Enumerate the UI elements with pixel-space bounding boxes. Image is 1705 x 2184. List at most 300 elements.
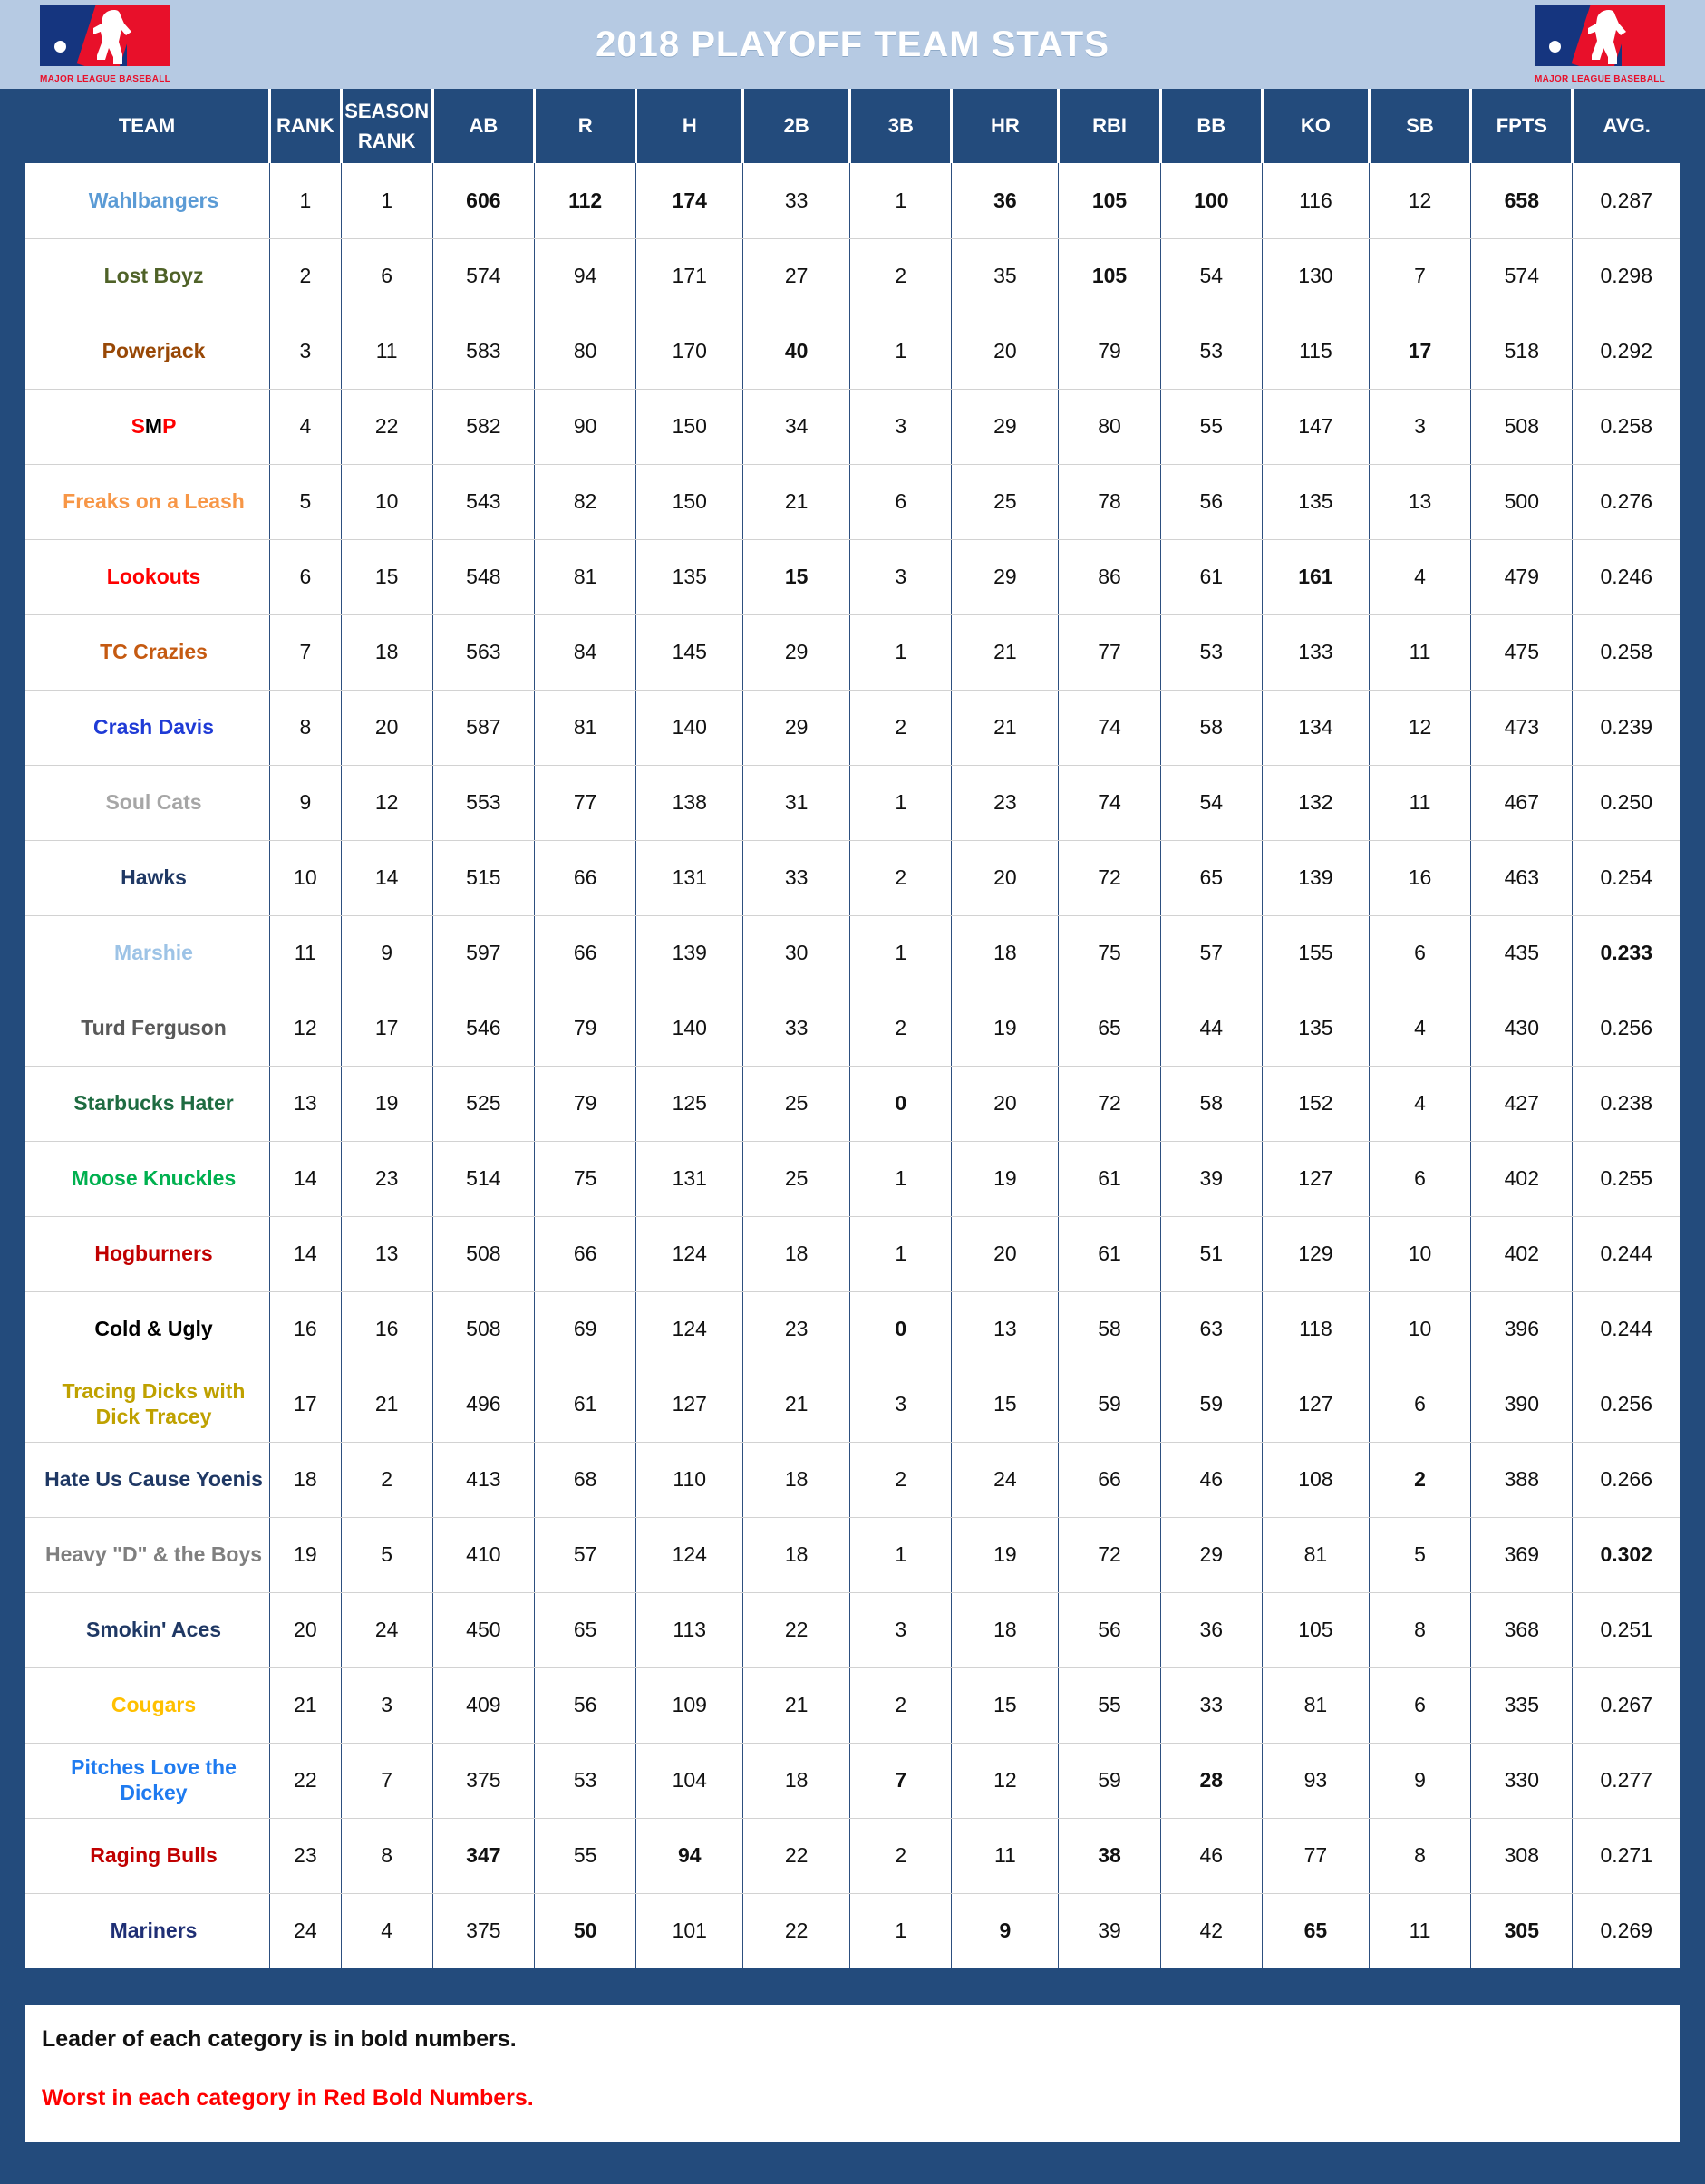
stat-cell-ko: 108 (1262, 1442, 1369, 1517)
table-row[interactable] (25, 389, 1680, 464)
stat-cell-h: 104 (636, 1743, 743, 1818)
column-header-3b[interactable]: 3B (850, 89, 952, 163)
stat-cell-season-rank: 14 (341, 840, 432, 915)
stat-cell-hr: 23 (952, 765, 1059, 840)
table-row[interactable] (25, 1216, 1680, 1291)
stat-cell-rank: 9 (270, 765, 342, 840)
column-header-team[interactable]: TEAM (25, 89, 270, 163)
stat-cell-sb: 5 (1369, 1517, 1470, 1592)
stat-cell-3b: 7 (850, 1743, 952, 1818)
stat-cell-rank: 1 (270, 163, 342, 238)
stat-cell-sb: 3 (1369, 389, 1470, 464)
stat-cell-avg: 0.276 (1573, 464, 1680, 539)
table-row[interactable] (25, 539, 1680, 614)
stat-cell-fpts: 463 (1471, 840, 1573, 915)
stat-cell-avg: 0.239 (1573, 690, 1680, 765)
table-row[interactable] (25, 1517, 1680, 1592)
stat-cell-sb: 4 (1369, 991, 1470, 1066)
team-name-cell[interactable]: Wahlbangers (25, 163, 270, 238)
stat-cell-hr: 18 (952, 1592, 1059, 1667)
column-header-rank[interactable]: RANK (270, 89, 342, 163)
stat-cell-r: 75 (535, 1141, 636, 1216)
stat-cell-rbi: 77 (1059, 614, 1160, 690)
stat-cell-rank: 13 (270, 1066, 342, 1141)
stat-cell-avg: 0.256 (1573, 991, 1680, 1066)
stat-cell-bb: 53 (1160, 314, 1262, 389)
table-row[interactable] (25, 238, 1680, 314)
stat-cell-bb: 58 (1160, 690, 1262, 765)
stat-cell-2b: 18 (743, 1517, 850, 1592)
stat-cell-avg: 0.254 (1573, 840, 1680, 915)
stat-cell-rbi: 59 (1059, 1367, 1160, 1442)
stats-table-container (25, 89, 1680, 1968)
stat-cell-h: 171 (636, 238, 743, 314)
stat-cell-sb: 9 (1369, 1743, 1470, 1818)
stat-cell-bb: 100 (1160, 163, 1262, 238)
stat-cell-ko: 129 (1262, 1216, 1369, 1291)
stat-cell-ko: 161 (1262, 539, 1369, 614)
stat-cell-hr: 21 (952, 690, 1059, 765)
stat-cell-r: 69 (535, 1291, 636, 1367)
stat-cell-avg: 0.250 (1573, 765, 1680, 840)
stat-cell-sb: 6 (1369, 1667, 1470, 1743)
title-banner (0, 0, 1705, 89)
stat-cell-2b: 22 (743, 1592, 850, 1667)
stat-cell-2b: 18 (743, 1216, 850, 1291)
column-header-r[interactable]: R (535, 89, 636, 163)
stat-cell-r: 82 (535, 464, 636, 539)
stat-cell-ko: 115 (1262, 314, 1369, 389)
column-header-hr[interactable]: HR (952, 89, 1059, 163)
stat-cell-r: 55 (535, 1818, 636, 1893)
stat-cell-bb: 39 (1160, 1141, 1262, 1216)
stat-cell-3b: 1 (850, 314, 952, 389)
table-body (25, 163, 1680, 1968)
stat-cell-r: 57 (535, 1517, 636, 1592)
stat-cell-bb: 58 (1160, 1066, 1262, 1141)
stat-cell-rbi: 79 (1059, 314, 1160, 389)
table-row[interactable] (25, 614, 1680, 690)
stat-cell-3b: 2 (850, 991, 952, 1066)
table-row[interactable] (25, 163, 1680, 238)
stat-cell-ko: 132 (1262, 765, 1369, 840)
team-name-cell[interactable]: Cougars (25, 1667, 270, 1743)
stat-cell-rbi: 75 (1059, 915, 1160, 991)
stat-cell-sb: 13 (1369, 464, 1470, 539)
stat-cell-r: 66 (535, 840, 636, 915)
stat-cell-ab: 375 (432, 1893, 534, 1968)
stat-cell-rank: 16 (270, 1291, 342, 1367)
stat-cell-3b: 1 (850, 1517, 952, 1592)
stat-cell-rank: 17 (270, 1367, 342, 1442)
stat-cell-h: 150 (636, 389, 743, 464)
batter-silhouette-icon (1582, 8, 1632, 66)
team-name-cell[interactable]: Freaks on a Leash (25, 464, 270, 539)
stat-cell-2b: 33 (743, 163, 850, 238)
table-row[interactable] (25, 915, 1680, 991)
column-header-h[interactable]: H (636, 89, 743, 163)
stat-cell-bb: 56 (1160, 464, 1262, 539)
stat-cell-rank: 18 (270, 1442, 342, 1517)
stat-cell-rank: 8 (270, 690, 342, 765)
column-header-sb[interactable]: SB (1369, 89, 1470, 163)
table-row[interactable] (25, 314, 1680, 389)
stat-cell-ko: 130 (1262, 238, 1369, 314)
stat-cell-2b: 22 (743, 1893, 850, 1968)
stat-cell-rbi: 72 (1059, 1517, 1160, 1592)
stat-cell-fpts: 402 (1471, 1216, 1573, 1291)
stat-cell-rank: 22 (270, 1743, 342, 1818)
stat-cell-2b: 23 (743, 1291, 850, 1367)
stat-cell-2b: 29 (743, 614, 850, 690)
stat-cell-fpts: 430 (1471, 991, 1573, 1066)
stat-cell-ab: 597 (432, 915, 534, 991)
stat-cell-rank: 5 (270, 464, 342, 539)
stat-cell-3b: 0 (850, 1291, 952, 1367)
stat-cell-avg: 0.258 (1573, 614, 1680, 690)
stat-cell-season-rank: 13 (341, 1216, 432, 1291)
stat-cell-h: 124 (636, 1517, 743, 1592)
stat-cell-2b: 29 (743, 690, 850, 765)
team-name-cell[interactable]: Crash Davis (25, 690, 270, 765)
stat-cell-bb: 46 (1160, 1442, 1262, 1517)
stat-cell-r: 53 (535, 1743, 636, 1818)
stat-cell-3b: 2 (850, 690, 952, 765)
stat-cell-avg: 0.244 (1573, 1291, 1680, 1367)
stat-cell-ab: 583 (432, 314, 534, 389)
stat-cell-sb: 4 (1369, 1066, 1470, 1141)
table-row[interactable] (25, 1367, 1680, 1442)
table-row[interactable] (25, 1141, 1680, 1216)
stat-cell-ko: 77 (1262, 1818, 1369, 1893)
stat-cell-bb: 54 (1160, 238, 1262, 314)
column-header-bb[interactable]: BB (1160, 89, 1262, 163)
team-name-cell[interactable]: Hawks (25, 840, 270, 915)
stat-cell-ab: 574 (432, 238, 534, 314)
stat-cell-rbi: 59 (1059, 1743, 1160, 1818)
table-row[interactable] (25, 1442, 1680, 1517)
stat-cell-fpts: 390 (1471, 1367, 1573, 1442)
stat-cell-avg: 0.244 (1573, 1216, 1680, 1291)
stat-cell-h: 138 (636, 765, 743, 840)
mlb-logo-left (25, 3, 185, 86)
stat-cell-rbi: 61 (1059, 1216, 1160, 1291)
stat-cell-h: 131 (636, 840, 743, 915)
stat-cell-ab: 410 (432, 1517, 534, 1592)
stat-cell-sb: 11 (1369, 1893, 1470, 1968)
stat-cell-hr: 15 (952, 1667, 1059, 1743)
legend-note-box (25, 2005, 1680, 2142)
stat-cell-rbi: 74 (1059, 690, 1160, 765)
stat-cell-fpts: 473 (1471, 690, 1573, 765)
stat-cell-ab: 413 (432, 1442, 534, 1517)
stat-cell-hr: 20 (952, 1066, 1059, 1141)
stat-cell-3b: 3 (850, 389, 952, 464)
stat-cell-season-rank: 10 (341, 464, 432, 539)
team-name-cell[interactable]: SMP (25, 389, 270, 464)
team-name-cell[interactable]: TC Crazies (25, 614, 270, 690)
stat-cell-ab: 606 (432, 163, 534, 238)
column-header-avg[interactable]: AVG. (1573, 89, 1680, 163)
stat-cell-h: 170 (636, 314, 743, 389)
stat-cell-3b: 2 (850, 1442, 952, 1517)
stat-cell-sb: 16 (1369, 840, 1470, 915)
stat-cell-rank: 14 (270, 1141, 342, 1216)
stat-cell-ab: 508 (432, 1291, 534, 1367)
stat-cell-h: 124 (636, 1291, 743, 1367)
stat-cell-ko: 127 (1262, 1367, 1369, 1442)
stat-cell-ko: 139 (1262, 840, 1369, 915)
column-header-ko[interactable]: KO (1262, 89, 1369, 163)
table-row[interactable] (25, 1818, 1680, 1893)
stat-cell-ko: 134 (1262, 690, 1369, 765)
stat-cell-rbi: 74 (1059, 765, 1160, 840)
stat-cell-sb: 6 (1369, 1141, 1470, 1216)
stat-cell-h: 131 (636, 1141, 743, 1216)
column-header-rbi[interactable]: RBI (1059, 89, 1160, 163)
stat-cell-r: 61 (535, 1367, 636, 1442)
column-header-season-rank[interactable]: SEASON RANK (341, 89, 432, 163)
stat-cell-2b: 33 (743, 991, 850, 1066)
stat-cell-hr: 19 (952, 1141, 1059, 1216)
stat-cell-fpts: 508 (1471, 389, 1573, 464)
stat-cell-hr: 29 (952, 539, 1059, 614)
stat-cell-rank: 3 (270, 314, 342, 389)
stat-cell-h: 127 (636, 1367, 743, 1442)
stat-cell-rbi: 105 (1059, 238, 1160, 314)
stat-cell-hr: 20 (952, 314, 1059, 389)
stat-cell-sb: 8 (1369, 1592, 1470, 1667)
stat-cell-season-rank: 23 (341, 1141, 432, 1216)
table-row[interactable] (25, 1667, 1680, 1743)
mlb-logo-caption: MAJOR LEAGUE BASEBALL (39, 74, 171, 84)
stat-cell-avg: 0.251 (1573, 1592, 1680, 1667)
stat-cell-fpts: 479 (1471, 539, 1573, 614)
stat-cell-2b: 21 (743, 1667, 850, 1743)
stat-cell-rank: 20 (270, 1592, 342, 1667)
stat-cell-hr: 18 (952, 915, 1059, 991)
legend-leader-note: Leader of each category is in bold numbers. (42, 2026, 517, 2052)
stat-cell-avg: 0.269 (1573, 1893, 1680, 1968)
team-name-cell[interactable]: Lookouts (25, 539, 270, 614)
stat-cell-rank: 14 (270, 1216, 342, 1291)
team-name-cell[interactable]: Cold & Ugly (25, 1291, 270, 1367)
stat-cell-h: 174 (636, 163, 743, 238)
stat-cell-ab: 508 (432, 1216, 534, 1291)
stat-cell-r: 81 (535, 690, 636, 765)
stat-cell-rbi: 72 (1059, 1066, 1160, 1141)
stat-cell-hr: 12 (952, 1743, 1059, 1818)
stat-cell-hr: 13 (952, 1291, 1059, 1367)
stat-cell-2b: 25 (743, 1066, 850, 1141)
stat-cell-bb: 65 (1160, 840, 1262, 915)
stat-cell-rbi: 56 (1059, 1592, 1160, 1667)
stat-cell-bb: 57 (1160, 915, 1262, 991)
table-row[interactable] (25, 765, 1680, 840)
stat-cell-season-rank: 19 (341, 1066, 432, 1141)
stat-cell-3b: 1 (850, 614, 952, 690)
stat-cell-ab: 515 (432, 840, 534, 915)
stat-cell-2b: 15 (743, 539, 850, 614)
stat-cell-season-rank: 9 (341, 915, 432, 991)
stat-cell-ab: 525 (432, 1066, 534, 1141)
stat-cell-h: 113 (636, 1592, 743, 1667)
stat-cell-3b: 2 (850, 840, 952, 915)
column-header-2b[interactable]: 2B (743, 89, 850, 163)
stat-cell-ab: 347 (432, 1818, 534, 1893)
team-name-cell[interactable]: Raging Bulls (25, 1818, 270, 1893)
stat-cell-fpts: 574 (1471, 238, 1573, 314)
team-name-cell[interactable]: Lost Boyz (25, 238, 270, 314)
mlb-logo-right (1520, 3, 1680, 86)
stat-cell-hr: 19 (952, 991, 1059, 1066)
stat-cell-ab: 496 (432, 1367, 534, 1442)
stat-cell-ko: 147 (1262, 389, 1369, 464)
stat-cell-ko: 65 (1262, 1893, 1369, 1968)
stat-cell-fpts: 467 (1471, 765, 1573, 840)
stat-cell-3b: 1 (850, 1893, 952, 1968)
stat-cell-ko: 116 (1262, 163, 1369, 238)
team-name-cell[interactable]: Hogburners (25, 1216, 270, 1291)
team-name-cell[interactable]: Powerjack (25, 314, 270, 389)
stat-cell-r: 66 (535, 915, 636, 991)
table-header (25, 89, 1680, 163)
stat-cell-3b: 2 (850, 1667, 952, 1743)
table-row[interactable] (25, 840, 1680, 915)
stat-cell-fpts: 500 (1471, 464, 1573, 539)
team-name-cell[interactable]: Starbucks Hater (25, 1066, 270, 1141)
column-header-fpts[interactable]: FPTS (1471, 89, 1573, 163)
stat-cell-ab: 582 (432, 389, 534, 464)
stat-cell-sb: 11 (1369, 765, 1470, 840)
stat-cell-ko: 152 (1262, 1066, 1369, 1141)
stat-cell-ko: 118 (1262, 1291, 1369, 1367)
team-name-cell[interactable]: Hate Us Cause Yoenis (25, 1442, 270, 1517)
team-name-cell[interactable]: Heavy "D" & the Boys (25, 1517, 270, 1592)
stat-cell-avg: 0.256 (1573, 1367, 1680, 1442)
stat-cell-r: 50 (535, 1893, 636, 1968)
stat-cell-season-rank: 17 (341, 991, 432, 1066)
stat-cell-sb: 7 (1369, 238, 1470, 314)
stat-cell-h: 139 (636, 915, 743, 991)
team-name-cell[interactable]: Moose Knuckles (25, 1141, 270, 1216)
stat-cell-3b: 3 (850, 539, 952, 614)
stat-cell-season-rank: 20 (341, 690, 432, 765)
team-name-cell[interactable]: Marshie (25, 915, 270, 991)
stat-cell-hr: 11 (952, 1818, 1059, 1893)
stat-cell-h: 110 (636, 1442, 743, 1517)
stat-cell-season-rank: 11 (341, 314, 432, 389)
column-header-ab[interactable]: AB (432, 89, 534, 163)
table-row[interactable] (25, 464, 1680, 539)
stat-cell-r: 80 (535, 314, 636, 389)
table-row[interactable] (25, 1592, 1680, 1667)
stat-cell-bb: 29 (1160, 1517, 1262, 1592)
stat-cell-3b: 1 (850, 765, 952, 840)
stat-cell-rbi: 86 (1059, 539, 1160, 614)
stat-cell-ko: 105 (1262, 1592, 1369, 1667)
stat-cell-bb: 36 (1160, 1592, 1262, 1667)
team-name-cell[interactable]: Mariners (25, 1893, 270, 1968)
baseball-icon (54, 41, 66, 53)
stat-cell-sb: 12 (1369, 163, 1470, 238)
stat-cell-ab: 548 (432, 539, 534, 614)
stat-cell-2b: 25 (743, 1141, 850, 1216)
team-name-cell[interactable]: Tracing Dicks with Dick Tracey (25, 1367, 270, 1442)
stat-cell-3b: 6 (850, 464, 952, 539)
stat-cell-bb: 59 (1160, 1367, 1262, 1442)
stat-cell-bb: 54 (1160, 765, 1262, 840)
stat-cell-h: 140 (636, 690, 743, 765)
stat-cell-r: 84 (535, 614, 636, 690)
stat-cell-rank: 23 (270, 1818, 342, 1893)
stat-cell-hr: 15 (952, 1367, 1059, 1442)
stat-cell-season-rank: 16 (341, 1291, 432, 1367)
stat-cell-2b: 18 (743, 1743, 850, 1818)
stat-cell-avg: 0.298 (1573, 238, 1680, 314)
stat-cell-ab: 587 (432, 690, 534, 765)
stat-cell-bb: 33 (1160, 1667, 1262, 1743)
stat-cell-ab: 553 (432, 765, 534, 840)
table-row[interactable] (25, 1291, 1680, 1367)
stat-cell-fpts: 305 (1471, 1893, 1573, 1968)
stat-cell-r: 68 (535, 1442, 636, 1517)
table-row[interactable] (25, 1893, 1680, 1968)
stat-cell-ab: 546 (432, 991, 534, 1066)
stat-cell-rank: 11 (270, 915, 342, 991)
stat-cell-fpts: 475 (1471, 614, 1573, 690)
stat-cell-ko: 81 (1262, 1667, 1369, 1743)
team-name-cell[interactable]: Pitches Love the Dickey (25, 1743, 270, 1818)
stat-cell-avg: 0.258 (1573, 389, 1680, 464)
team-name-cell[interactable]: Turd Ferguson (25, 991, 270, 1066)
team-name-cell[interactable]: Smokin' Aces (25, 1592, 270, 1667)
table-row[interactable] (25, 1066, 1680, 1141)
table-row[interactable] (25, 690, 1680, 765)
stat-cell-bb: 63 (1160, 1291, 1262, 1367)
stat-cell-sb: 10 (1369, 1216, 1470, 1291)
stat-cell-rbi: 38 (1059, 1818, 1160, 1893)
stat-cell-3b: 2 (850, 1818, 952, 1893)
stat-cell-fpts: 396 (1471, 1291, 1573, 1367)
stat-cell-h: 135 (636, 539, 743, 614)
stat-cell-ab: 514 (432, 1141, 534, 1216)
stat-cell-hr: 9 (952, 1893, 1059, 1968)
stat-cell-3b: 1 (850, 1141, 952, 1216)
stat-cell-rbi: 72 (1059, 840, 1160, 915)
stat-cell-season-rank: 6 (341, 238, 432, 314)
stat-cell-2b: 27 (743, 238, 850, 314)
stat-cell-r: 77 (535, 765, 636, 840)
stat-cell-fpts: 435 (1471, 915, 1573, 991)
stat-cell-hr: 21 (952, 614, 1059, 690)
stat-cell-r: 90 (535, 389, 636, 464)
table-row[interactable] (25, 991, 1680, 1066)
stat-cell-rank: 12 (270, 991, 342, 1066)
table-row[interactable] (25, 1743, 1680, 1818)
stat-cell-season-rank: 18 (341, 614, 432, 690)
legend-worst-note: Worst in each category in Red Bold Numbers. (42, 2085, 534, 2111)
stat-cell-sb: 12 (1369, 690, 1470, 765)
stat-cell-avg: 0.246 (1573, 539, 1680, 614)
stat-cell-ko: 133 (1262, 614, 1369, 690)
stat-cell-h: 124 (636, 1216, 743, 1291)
team-name-cell[interactable]: Soul Cats (25, 765, 270, 840)
stat-cell-h: 94 (636, 1818, 743, 1893)
stat-cell-rank: 6 (270, 539, 342, 614)
stat-cell-rank: 21 (270, 1667, 342, 1743)
stat-cell-h: 140 (636, 991, 743, 1066)
